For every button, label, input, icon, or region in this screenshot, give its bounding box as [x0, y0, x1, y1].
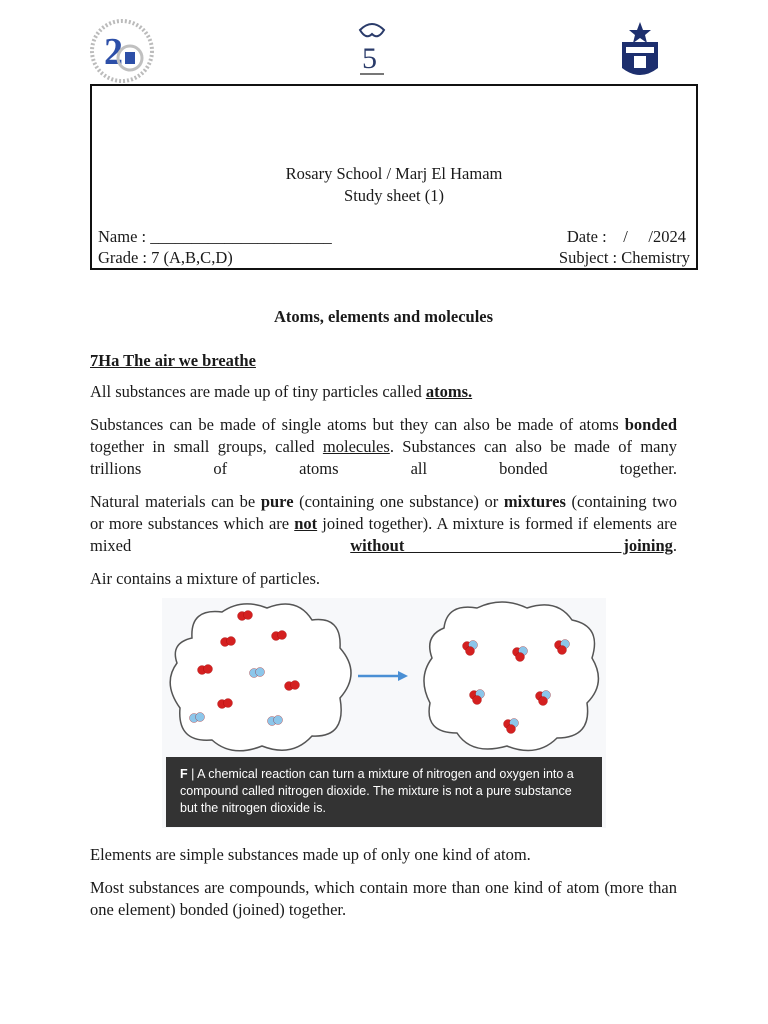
- paragraph-elements: Elements are simple substances made up of only one kind of atom.: [90, 845, 531, 864]
- term-mixtures: mixtures: [503, 492, 566, 511]
- section-heading: 7Ha The air we breathe: [90, 351, 256, 370]
- nitrogen-molecule: [268, 716, 283, 726]
- oxygen-molecule: [218, 699, 233, 709]
- svg-text:5: 5: [362, 42, 377, 75]
- term-without-joining: without joining: [350, 536, 673, 555]
- term-atoms: atoms.: [425, 382, 473, 401]
- figure-label: F: [180, 767, 188, 781]
- oxygen-molecule: [272, 631, 287, 641]
- name-field[interactable]: Name : ______________________: [98, 227, 332, 246]
- figure-caption: F | A chemical reaction can turn a mixture of nitrogen and oxygen into a compound called nitrogen dioxide. The mixture is not a pure substance but the nitrogen dioxide is.: [166, 757, 602, 827]
- nitrogen-molecule: [190, 713, 205, 723]
- oxygen-molecule: [198, 665, 213, 675]
- mixture-cloud: [170, 604, 351, 751]
- paragraph-compounds: Most substances are compounds, which contain more than one kind of atom (more than one element) bonded (joined) together.: [90, 878, 677, 919]
- svg-text:2: 2: [104, 31, 123, 73]
- header-box: [90, 84, 698, 270]
- term-not: not: [294, 514, 318, 533]
- term-bonded: bonded: [624, 415, 677, 434]
- oxygen-molecule: [238, 611, 253, 621]
- paragraph-mixtures: Natural materials can be pure (containing one substance) or mixtures (containing two or more substances which are not joined together). A mixture is formed if elements are mixed without joining.: [90, 492, 677, 555]
- grade-label: Grade : 7 (A,B,C,D): [98, 248, 233, 267]
- paragraph-atoms: All substances are made up of tiny particles called atoms.: [90, 382, 473, 401]
- date-field[interactable]: Date : / /2024: [566, 227, 686, 246]
- arrow-head-icon: [398, 671, 408, 681]
- molecule-diagram: [162, 598, 606, 758]
- oxygen-molecule: [285, 681, 300, 691]
- term-pure: pure: [260, 492, 294, 511]
- school-name: Rosary School / Marj El Hamam: [285, 164, 503, 183]
- anniversary-25-logo: [90, 18, 154, 84]
- nitrogen-molecule: [250, 668, 265, 678]
- oxygen-molecule: [221, 637, 236, 647]
- document-title: Atoms, elements and molecules: [273, 307, 494, 326]
- term-molecules: molecules: [322, 437, 390, 456]
- rosary-school-crest: [618, 20, 662, 82]
- paragraph-molecules: Substances can be made of single atoms but they can also be made of atoms bonded together in small groups, called molecules. Substances can also be made of many trillions of atoms all bonded together.: [90, 415, 677, 478]
- subject-label: Subject : Chemistry: [558, 248, 690, 267]
- crown-25-logo: [352, 18, 392, 84]
- paragraph-air: Air contains a mixture of particles.: [90, 569, 321, 588]
- sheet-title: Study sheet (1): [344, 186, 444, 205]
